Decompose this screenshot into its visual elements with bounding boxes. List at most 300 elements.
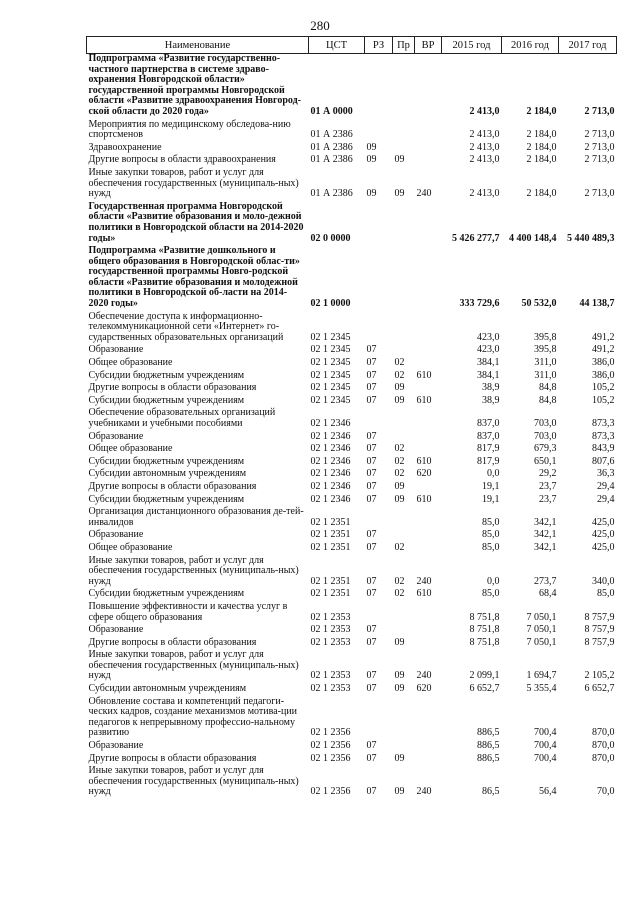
row-rz (365, 408, 393, 431)
row-value-2016: 5 355,4 (526, 683, 557, 695)
table-row (87, 444, 617, 457)
row-vr (415, 754, 442, 767)
row-pr (393, 202, 415, 246)
row-pr: 02 (394, 575, 405, 587)
table-row (87, 602, 617, 625)
row-name: Подпрограмма «Развитие дошкольного и общего образования в Новгородской облас-ти» государственной программы Новго-родской области «Развитие образования и молодежной политики в Новгородской об-ласти на 2014-2020 годы» (88, 245, 300, 310)
row-rz (365, 602, 393, 625)
row-value-2017: 5 440 489,3 (567, 232, 615, 244)
row-pr: 02 (394, 443, 405, 455)
column-header-rz: РЗ (365, 37, 393, 54)
row-name: Здравоохранение (88, 141, 162, 153)
row-value-2015: 2 413,0 (469, 129, 500, 141)
row-rz: 07 (366, 455, 377, 467)
row-cst: 02 1 0000 (310, 298, 351, 310)
row-value-2017: 2 713,0 (584, 154, 615, 166)
row-cst: 02 1 2351 (310, 575, 351, 587)
table-row (87, 556, 617, 590)
row-pr: 09 (394, 382, 405, 394)
row-value-2015: 19,1 (482, 493, 500, 505)
row-name: Субсидии бюджетным учреждениям (88, 493, 245, 505)
row-vr (415, 155, 442, 168)
row-pr: 02 (394, 357, 405, 369)
row-value-2015: 2 413,0 (469, 141, 500, 153)
row-name: Иные закупки товаров, работ и услуг для обеспечения государственных (муниципаль-ных) нужд (88, 765, 299, 798)
row-cst: 02 1 2353 (310, 624, 351, 636)
row-name: Другие вопросы в области образования (88, 382, 257, 394)
row-value-2016: 84,8 (539, 382, 557, 394)
table-row (87, 246, 617, 312)
row-value-2016: 650,1 (534, 455, 557, 467)
row-value-2015: 85,0 (482, 516, 500, 528)
row-rz: 07 (366, 344, 377, 356)
row-pr (393, 54, 415, 120)
row-name: Иные закупки товаров, работ и услуг для обеспечения государственных (муниципаль-ных) нужд (88, 166, 299, 200)
row-value-2015: 886,5 (477, 752, 500, 764)
row-cst: 02 1 2345 (310, 369, 351, 381)
row-name: Мероприятия по медицинскому обследова-нию спортсменов (88, 118, 291, 141)
row-rz: 07 (366, 394, 377, 406)
row-value-2017: 491,2 (592, 344, 615, 356)
row-vr (415, 432, 442, 445)
row-pr: 09 (394, 786, 405, 798)
row-name: Субсидии автономным учреждениям (88, 683, 247, 695)
row-name: Общее образование (88, 541, 173, 553)
row-vr: 620 (416, 468, 432, 480)
row-name: Другие вопросы в области образования (88, 636, 257, 648)
row-vr (415, 530, 442, 543)
row-pr (393, 625, 415, 638)
row-value-2015: 85,0 (482, 588, 500, 600)
row-rz: 09 (366, 188, 377, 200)
row-value-2017: 8 757,9 (584, 611, 615, 623)
row-value-2015: 384,1 (477, 369, 500, 381)
row-name: Субсидии автономным учреждениям (88, 468, 247, 480)
table-row (87, 650, 617, 684)
row-vr (415, 312, 442, 346)
row-vr (415, 358, 442, 371)
row-value-2016: 395,8 (534, 344, 557, 356)
row-rz: 07 (366, 480, 377, 492)
row-value-2016: 7 050,1 (526, 624, 557, 636)
row-value-2015: 384,1 (477, 357, 500, 369)
row-rz: 09 (366, 141, 377, 153)
row-value-2015: 19,1 (482, 480, 500, 492)
row-vr (415, 120, 442, 143)
row-value-2016: 50 532,0 (521, 298, 557, 310)
row-value-2016: 395,8 (534, 331, 557, 343)
row-value-2015: 8 751,8 (469, 636, 500, 648)
row-value-2016: 56,4 (539, 786, 557, 798)
row-value-2015: 423,0 (477, 344, 500, 356)
row-name: Субсидии бюджетным учреждениям (88, 588, 245, 600)
row-value-2016: 23,7 (539, 480, 557, 492)
row-value-2016: 2 184,0 (526, 141, 557, 153)
row-name: Обновление состава и компетенций педагоги-ческих кадров, создание механизмов мотива-ции педагогов к непрерывному профессио-нальному развитию (88, 695, 298, 739)
page-number: 280 (310, 18, 330, 33)
row-cst: 01 А 2386 (310, 141, 353, 153)
row-pr: 02 (394, 468, 405, 480)
row-value-2017: 340,0 (592, 575, 615, 587)
row-value-2016: 700,4 (534, 727, 557, 739)
row-name: Другие вопросы в области образования (88, 480, 257, 492)
row-cst: 02 1 2353 (310, 683, 351, 695)
row-value-2017: 29,4 (597, 493, 615, 505)
row-value-2017: 29,4 (597, 480, 615, 492)
row-value-2017: 105,2 (592, 394, 615, 406)
row-value-2015: 817,9 (477, 443, 500, 455)
row-pr: 09 (394, 752, 405, 764)
row-name: Общее образование (88, 357, 173, 369)
row-value-2015: 2 413,0 (469, 105, 500, 117)
column-header-cst: ЦСТ (309, 37, 365, 54)
row-vr (415, 202, 442, 246)
row-value-2017: 85,0 (597, 588, 615, 600)
row-vr (415, 741, 442, 754)
row-rz: 07 (366, 430, 377, 442)
row-cst: 02 1 2346 (310, 418, 351, 429)
row-value-2016: 703,0 (534, 430, 557, 442)
row-value-2017: 870,0 (592, 727, 615, 739)
row-value-2017: 2 105,2 (584, 670, 615, 682)
row-vr (415, 625, 442, 638)
row-value-2017: 8 757,9 (584, 624, 615, 636)
row-pr: 02 (394, 541, 405, 553)
row-cst: 02 1 2356 (310, 740, 351, 752)
row-name: Другие вопросы в области образования (88, 752, 257, 764)
row-vr: 240 (416, 670, 432, 682)
row-value-2016: 342,1 (534, 529, 557, 541)
row-value-2015: 837,0 (477, 430, 500, 442)
row-rz (365, 54, 393, 120)
row-rz: 07 (366, 636, 377, 648)
row-value-2017: 843,9 (592, 443, 615, 455)
row-value-2017: 873,3 (592, 430, 615, 442)
row-value-2015: 86,5 (482, 786, 500, 798)
column-header-2016: 2016 год (502, 37, 559, 54)
table-body (87, 54, 617, 801)
row-rz (365, 697, 393, 741)
row-value-2017: 2 713,0 (584, 141, 615, 153)
table-row (87, 120, 617, 143)
row-rz: 07 (366, 670, 377, 682)
row-value-2017: 105,2 (592, 382, 615, 394)
row-rz: 07 (366, 624, 377, 636)
table-row (87, 625, 617, 638)
row-pr (393, 602, 415, 625)
row-cst: 02 1 2345 (310, 344, 351, 356)
row-value-2015: 423,0 (477, 331, 500, 343)
row-value-2015: 2 413,0 (469, 154, 500, 166)
row-pr (393, 697, 415, 741)
table-header-row (87, 37, 617, 54)
table-row (87, 408, 617, 431)
row-value-2016: 342,1 (534, 516, 557, 528)
row-cst: 02 1 2351 (310, 529, 351, 541)
row-value-2017: 8 757,9 (584, 636, 615, 648)
row-cst: 02 1 2346 (310, 443, 351, 455)
row-value-2015: 8 751,8 (469, 624, 500, 636)
row-rz: 09 (366, 154, 377, 166)
row-pr: 09 (394, 670, 405, 682)
row-value-2016: 700,4 (534, 740, 557, 752)
row-rz: 07 (366, 443, 377, 455)
column-header-vr: ВР (415, 37, 442, 54)
row-value-2016: 84,8 (539, 394, 557, 406)
row-name: Субсидии бюджетным учреждениям (88, 455, 245, 467)
row-value-2016: 2 184,0 (526, 154, 557, 166)
row-name: Общее образование (88, 443, 173, 455)
row-value-2016: 4 400 148,4 (509, 232, 557, 244)
row-rz: 07 (366, 541, 377, 553)
row-vr (415, 602, 442, 625)
row-value-2017: 44 138,7 (579, 298, 615, 310)
row-value-2016: 342,1 (534, 541, 557, 553)
row-rz: 07 (366, 740, 377, 752)
row-vr: 610 (416, 369, 432, 381)
table-row (87, 383, 617, 396)
table-row (87, 697, 617, 741)
column-header-2017: 2017 год (559, 37, 617, 54)
row-pr: 09 (394, 636, 405, 648)
row-vr (415, 482, 442, 495)
row-value-2016: 7 050,1 (526, 611, 557, 623)
row-vr: 620 (416, 683, 432, 695)
row-rz: 07 (366, 369, 377, 381)
row-value-2017: 425,0 (592, 516, 615, 528)
row-rz: 07 (366, 575, 377, 587)
row-value-2015: 817,9 (477, 455, 500, 467)
row-value-2015: 85,0 (482, 541, 500, 553)
table-row (87, 543, 617, 556)
row-value-2017: 873,3 (592, 418, 615, 429)
row-cst: 01 А 2386 (310, 188, 353, 200)
row-value-2016: 311,0 (534, 357, 557, 369)
row-cst: 02 1 2351 (310, 588, 351, 600)
row-value-2016: 29,2 (539, 468, 557, 480)
row-vr (415, 383, 442, 396)
row-name: Обеспечение образовательных организаций учебниками и учебными пособиями (88, 407, 276, 429)
row-value-2016: 2 184,0 (526, 105, 557, 117)
row-rz: 07 (366, 786, 377, 798)
row-value-2016: 700,4 (534, 752, 557, 764)
row-rz: 07 (366, 752, 377, 764)
row-value-2015: 886,5 (477, 727, 500, 739)
row-cst: 02 1 2353 (310, 670, 351, 682)
row-vr (415, 143, 442, 156)
row-cst: 02 1 2345 (310, 357, 351, 369)
row-vr: 240 (416, 575, 432, 587)
row-value-2016: 7 050,1 (526, 636, 557, 648)
row-value-2016: 311,0 (534, 369, 557, 381)
table-row (87, 684, 617, 697)
row-value-2017: 491,2 (592, 331, 615, 343)
row-vr: 240 (416, 188, 432, 200)
row-cst: 02 1 2346 (310, 480, 351, 492)
row-value-2015: 0,0 (487, 575, 500, 587)
row-cst: 02 1 2345 (310, 382, 351, 394)
column-header-2015: 2015 год (442, 37, 502, 54)
row-name: Иные закупки товаров, работ и услуг для обеспечения государственных (муниципаль-ных) нужд (88, 649, 299, 682)
table-row (87, 168, 617, 202)
row-rz (365, 246, 393, 312)
budget-table (86, 36, 617, 800)
row-vr: 610 (416, 394, 432, 406)
row-value-2017: 807,6 (592, 455, 615, 467)
row-name: Государственная программа Новгородской области «Развитие образования и моло-дежной политики в Новгородской области на 2014-2020 годы» (88, 200, 304, 244)
table-row (87, 507, 617, 530)
row-cst: 02 1 2356 (310, 727, 351, 739)
table-row (87, 358, 617, 371)
row-pr (393, 120, 415, 143)
row-value-2017: 2 713,0 (584, 188, 615, 200)
row-name: Обеспечение доступа к информационно-телекоммуникационной сети «Интернет» го-сударственных образовательных организаций (88, 310, 284, 343)
column-header-name: Наименование (87, 37, 309, 54)
row-cst: 02 1 2351 (310, 541, 351, 553)
row-value-2015: 5 426 277,7 (452, 232, 500, 244)
row-value-2015: 0,0 (487, 468, 500, 480)
row-cst: 02 1 2353 (310, 636, 351, 648)
row-cst: 02 1 2345 (310, 394, 351, 406)
row-rz: 07 (366, 529, 377, 541)
row-value-2015: 2 099,1 (469, 670, 500, 682)
row-value-2016: 273,7 (534, 575, 557, 587)
column-header-pr: Пр (393, 37, 415, 54)
row-pr: 02 (394, 369, 405, 381)
table-row (87, 482, 617, 495)
row-rz (365, 202, 393, 246)
table-row (87, 766, 617, 800)
row-cst: 02 1 2346 (310, 430, 351, 442)
table-row (87, 741, 617, 754)
row-rz: 07 (366, 493, 377, 505)
row-value-2016: 2 184,0 (526, 129, 557, 141)
row-value-2017: 870,0 (592, 740, 615, 752)
row-value-2015: 2 413,0 (469, 188, 500, 200)
row-rz: 07 (366, 357, 377, 369)
row-cst: 02 1 2356 (310, 786, 351, 798)
row-rz: 07 (366, 588, 377, 600)
row-pr: 09 (394, 683, 405, 695)
row-name: Иные закупки товаров, работ и услуг для обеспечения государственных (муниципаль-ных) нужд (88, 554, 299, 587)
table-row (87, 54, 617, 120)
row-pr (393, 741, 415, 754)
row-value-2017: 6 652,7 (584, 683, 615, 695)
row-value-2015: 6 652,7 (469, 683, 500, 695)
row-value-2017: 870,0 (592, 752, 615, 764)
row-cst: 02 1 2351 (310, 516, 351, 528)
row-vr: 610 (416, 493, 432, 505)
row-name: Организация дистанционного образования де-тей-инвалидов (88, 506, 304, 528)
row-name: Образование (88, 740, 144, 752)
row-value-2017: 386,0 (592, 369, 615, 381)
row-rz (365, 507, 393, 530)
row-pr: 09 (394, 394, 405, 406)
row-cst: 02 1 2346 (310, 493, 351, 505)
row-value-2016: 703,0 (534, 418, 557, 429)
row-rz: 07 (366, 683, 377, 695)
row-value-2015: 85,0 (482, 529, 500, 541)
row-name: Образование (88, 624, 144, 636)
row-pr (393, 312, 415, 346)
row-vr (415, 54, 442, 120)
row-name: Субсидии бюджетным учреждениям (88, 369, 245, 381)
row-rz (365, 312, 393, 346)
row-vr (415, 507, 442, 530)
row-pr: 09 (394, 480, 405, 492)
row-rz (365, 120, 393, 143)
row-value-2016: 2 184,0 (526, 188, 557, 200)
table-row (87, 312, 617, 346)
row-vr (415, 543, 442, 556)
row-cst: 02 0 0000 (310, 232, 351, 244)
row-name: Субсидии бюджетным учреждениям (88, 394, 245, 406)
row-cst: 02 1 2346 (310, 455, 351, 467)
row-value-2016: 1 694,7 (526, 670, 557, 682)
row-cst: 01 А 2386 (310, 129, 353, 141)
row-value-2015: 837,0 (477, 418, 500, 429)
row-name: Подпрограмма «Развитие государственно-частного партнерства в системе здраво-охранения Новгородской области» государственной программы Новгородской области «Развитие здравоохранения Новгород-ской области до 2020 года» (88, 53, 301, 117)
row-vr (415, 408, 442, 431)
row-vr: 610 (416, 455, 432, 467)
row-value-2015: 38,9 (482, 394, 500, 406)
row-cst: 01 А 2386 (310, 154, 353, 166)
row-cst: 02 1 2345 (310, 331, 351, 343)
row-pr: 02 (394, 588, 405, 600)
row-value-2015: 8 751,8 (469, 611, 500, 623)
row-value-2015: 333 729,6 (459, 298, 500, 310)
row-value-2015: 886,5 (477, 740, 500, 752)
row-value-2016: 679,3 (534, 443, 557, 455)
row-cst: 01 А 0000 (310, 105, 353, 117)
row-value-2015: 38,9 (482, 382, 500, 394)
row-vr (415, 246, 442, 312)
row-value-2017: 2 713,0 (584, 129, 615, 141)
row-rz: 07 (366, 468, 377, 480)
row-value-2016: 23,7 (539, 493, 557, 505)
row-name: Другие вопросы в области здравоохранения (88, 154, 276, 166)
row-name: Образование (88, 529, 144, 541)
row-vr: 240 (416, 786, 432, 798)
row-pr: 02 (394, 455, 405, 467)
row-value-2017: 386,0 (592, 357, 615, 369)
row-value-2017: 70,0 (597, 786, 615, 798)
row-value-2017: 425,0 (592, 541, 615, 553)
row-pr (393, 507, 415, 530)
row-cst: 02 1 2356 (310, 752, 351, 764)
row-pr (393, 408, 415, 431)
row-value-2016: 68,4 (539, 588, 557, 600)
row-value-2017: 36,3 (597, 468, 615, 480)
row-cst: 02 1 2346 (310, 468, 351, 480)
row-cst: 02 1 2353 (310, 611, 351, 623)
row-name: Образование (88, 344, 144, 356)
row-value-2017: 2 713,0 (584, 105, 615, 117)
row-vr (415, 444, 442, 457)
row-vr (415, 638, 442, 651)
row-vr (415, 697, 442, 741)
row-pr: 09 (394, 493, 405, 505)
row-pr (393, 246, 415, 312)
row-vr (415, 345, 442, 358)
row-name: Образование (88, 430, 144, 442)
row-pr: 09 (394, 188, 405, 200)
row-pr: 09 (394, 154, 405, 166)
row-rz: 07 (366, 382, 377, 394)
table-row (87, 202, 617, 246)
row-name: Повышение эффективности и качества услуг в сфере общего образования (88, 600, 288, 623)
row-value-2017: 425,0 (592, 529, 615, 541)
